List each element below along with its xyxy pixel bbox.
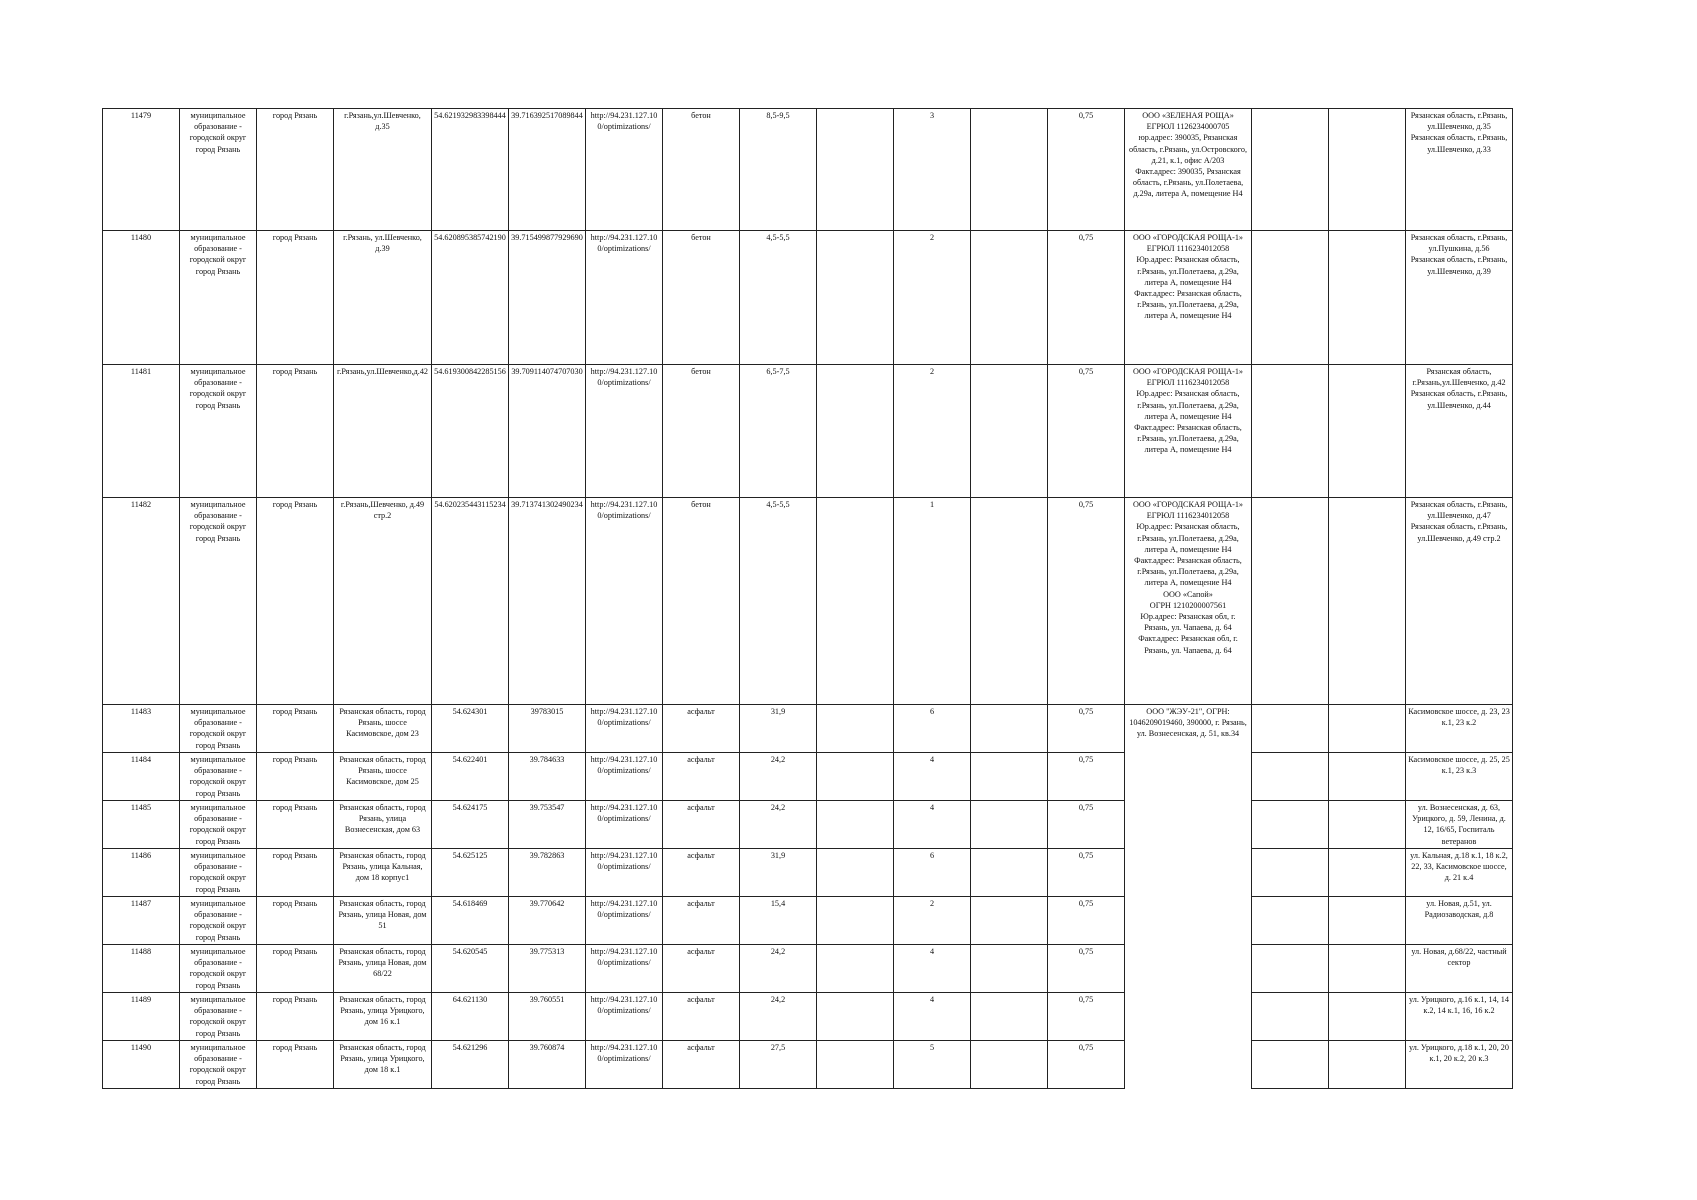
table-body <box>103 109 1513 1089</box>
served-objects-cell: ул. Кальная, д.18 к.1, 18 к.2, 22, 33, Касимовское шоссе, д. 21 к.4 <box>1406 849 1513 897</box>
latitude-cell: 54.625125 <box>432 849 509 897</box>
longitude-cell: 39.715499877929690 <box>509 231 586 365</box>
id-cell: 11482 <box>103 498 180 705</box>
table-row <box>103 231 1513 365</box>
empty-cell <box>1252 897 1329 945</box>
served-objects-cell: ул. Урицкого, д.16 к.1, 14, 14 к.2, 14 к.1, 16, 16 к.2 <box>1406 993 1513 1041</box>
table-row <box>103 801 1513 849</box>
latitude-cell: 54.620235443115234 <box>432 498 509 705</box>
address-cell: Рязанская область, город Рязань, улица Новая, дом 68/22 <box>334 945 432 993</box>
url-cell: http://94.231.127.100/optimizations/ <box>586 753 663 801</box>
empty-cell <box>817 498 894 705</box>
empty-cell <box>817 993 894 1041</box>
empty-cell <box>971 897 1048 945</box>
table-row <box>103 1041 1513 1089</box>
container-volume-cell: 0,75 <box>1048 231 1125 365</box>
longitude-cell: 39.709114074707030 <box>509 365 586 498</box>
empty-cell <box>971 231 1048 365</box>
municipality-cell: муниципальное образование - городской округ город Рязань <box>180 849 257 897</box>
container-volume-cell: 0,75 <box>1048 498 1125 705</box>
longitude-cell: 39.770642 <box>509 897 586 945</box>
empty-cell <box>817 365 894 498</box>
served-objects-cell: ул. Новая, д.51, ул. Радиозаводская, д.8 <box>1406 897 1513 945</box>
owner-cell: ООО «ГОРОДСКАЯ РОЩА-1» ЕГРЮЛ 1116234012058 Юр.адрес: Рязанская область, г.Рязань, ул.Полетаева, д.29а, литера А, помещение Н4 Факт.адрес: Рязанская область, г.Рязань, ул.Полетаева, д.29а, литера А, помещение Н4 <box>1125 365 1252 498</box>
id-cell: 11481 <box>103 365 180 498</box>
container-count-cell: 2 <box>894 231 971 365</box>
latitude-cell: 64.621130 <box>432 993 509 1041</box>
empty-cell <box>1252 365 1329 498</box>
city-cell: город Рязань <box>257 705 334 753</box>
municipality-cell: муниципальное образование - городской округ город Рязань <box>180 945 257 993</box>
address-cell: г.Рязань,Шевченко, д.49 стр.2 <box>334 498 432 705</box>
latitude-cell: 54.622401 <box>432 753 509 801</box>
latitude-cell: 54.624175 <box>432 801 509 849</box>
longitude-cell: 39.775313 <box>509 945 586 993</box>
area-cell: 31,9 <box>740 849 817 897</box>
address-cell: Рязанская область, город Рязань, улица Вознесенская, дом 63 <box>334 801 432 849</box>
surface-cell: асфальт <box>663 801 740 849</box>
city-cell: город Рязань <box>257 498 334 705</box>
municipality-cell: муниципальное образование - городской округ город Рязань <box>180 705 257 753</box>
empty-cell <box>1252 498 1329 705</box>
address-cell: Рязанская область, город Рязань, улица Урицкого, дом 16 к.1 <box>334 993 432 1041</box>
id-cell: 11487 <box>103 897 180 945</box>
served-objects-cell: Касимовское шоссе, д. 25, 25 к.1, 23 к.3 <box>1406 753 1513 801</box>
municipality-cell: муниципальное образование - городской округ город Рязань <box>180 231 257 365</box>
longitude-cell: 39.716392517089844 <box>509 109 586 231</box>
empty-cell <box>971 753 1048 801</box>
empty-cell <box>1252 109 1329 231</box>
container-count-cell: 6 <box>894 705 971 753</box>
served-objects-cell: ул. Новая, д.68/22, частный сектор <box>1406 945 1513 993</box>
id-cell: 11488 <box>103 945 180 993</box>
city-cell: город Рязань <box>257 993 334 1041</box>
owner-cell: ООО "ЖЭУ-21", ОГРН: 1046209019460, 390000, г. Рязань, ул. Вознесенская, д. 51, кв.34 <box>1125 705 1252 1089</box>
surface-cell: бетон <box>663 365 740 498</box>
empty-cell <box>817 801 894 849</box>
empty-cell <box>1252 993 1329 1041</box>
address-cell: Рязанская область, город Рязань, шоссе Касимовское, дом 23 <box>334 705 432 753</box>
served-objects-cell: Рязанская область, г.Рязань, ул.Шевченко, д.35 Рязанская область, г.Рязань, ул.Шевченко, д.33 <box>1406 109 1513 231</box>
area-cell: 15,4 <box>740 897 817 945</box>
address-cell: Рязанская область, город Рязань, шоссе Касимовское, дом 25 <box>334 753 432 801</box>
empty-cell <box>817 231 894 365</box>
empty-cell <box>1329 945 1406 993</box>
area-cell: 4,5-5,5 <box>740 498 817 705</box>
served-objects-cell: Касимовское шоссе, д. 23, 23 к.1, 23 к.2 <box>1406 705 1513 753</box>
container-count-cell: 4 <box>894 753 971 801</box>
empty-cell <box>971 849 1048 897</box>
container-count-cell: 3 <box>894 109 971 231</box>
empty-cell <box>971 1041 1048 1089</box>
container-count-cell: 2 <box>894 897 971 945</box>
url-cell: http://94.231.127.100/optimizations/ <box>586 1041 663 1089</box>
empty-cell <box>1329 231 1406 365</box>
empty-cell <box>1329 801 1406 849</box>
municipality-cell: муниципальное образование - городской округ город Рязань <box>180 801 257 849</box>
latitude-cell: 54.619300842285156 <box>432 365 509 498</box>
empty-cell <box>1252 1041 1329 1089</box>
id-cell: 11490 <box>103 1041 180 1089</box>
city-cell: город Рязань <box>257 945 334 993</box>
table-row <box>103 753 1513 801</box>
id-cell: 11479 <box>103 109 180 231</box>
latitude-cell: 54.621932983398444 <box>432 109 509 231</box>
area-cell: 24,2 <box>740 753 817 801</box>
empty-cell <box>1252 231 1329 365</box>
empty-cell <box>1329 897 1406 945</box>
municipality-cell: муниципальное образование - городской округ город Рязань <box>180 753 257 801</box>
municipality-cell: муниципальное образование - городской округ город Рязань <box>180 109 257 231</box>
empty-cell <box>1252 945 1329 993</box>
surface-cell: асфальт <box>663 1041 740 1089</box>
empty-cell <box>1252 849 1329 897</box>
area-cell: 24,2 <box>740 801 817 849</box>
latitude-cell: 54.620545 <box>432 945 509 993</box>
city-cell: город Рязань <box>257 1041 334 1089</box>
municipality-cell: муниципальное образование - городской округ город Рязань <box>180 498 257 705</box>
container-volume-cell: 0,75 <box>1048 365 1125 498</box>
longitude-cell: 39.784633 <box>509 753 586 801</box>
url-cell: http://94.231.127.100/optimizations/ <box>586 109 663 231</box>
id-cell: 11483 <box>103 705 180 753</box>
longitude-cell: 39.782863 <box>509 849 586 897</box>
longitude-cell: 39.753547 <box>509 801 586 849</box>
empty-cell <box>1329 365 1406 498</box>
empty-cell <box>971 705 1048 753</box>
served-objects-cell: Рязанская область, г.Рязань,ул.Шевченко, д.42 Рязанская область, г.Рязань, ул.Шевченко, д.44 <box>1406 365 1513 498</box>
latitude-cell: 54.621296 <box>432 1041 509 1089</box>
empty-cell <box>1252 753 1329 801</box>
id-cell: 11486 <box>103 849 180 897</box>
address-cell: Рязанская область, город Рязань, улица Новая, дом 51 <box>334 897 432 945</box>
container-volume-cell: 0,75 <box>1048 753 1125 801</box>
served-objects-cell: Рязанская область, г.Рязань, ул.Пушкина, д.56 Рязанская область, г.Рязань, ул.Шевченко, д.39 <box>1406 231 1513 365</box>
surface-cell: асфальт <box>663 705 740 753</box>
id-cell: 11484 <box>103 753 180 801</box>
longitude-cell: 39.760551 <box>509 993 586 1041</box>
longitude-cell: 39.713741302490234 <box>509 498 586 705</box>
address-cell: г.Рязань,ул.Шевченко,д.42 <box>334 365 432 498</box>
city-cell: город Рязань <box>257 801 334 849</box>
area-cell: 31,9 <box>740 705 817 753</box>
container-count-cell: 4 <box>894 993 971 1041</box>
id-cell: 11485 <box>103 801 180 849</box>
id-cell: 11489 <box>103 993 180 1041</box>
id-cell: 11480 <box>103 231 180 365</box>
area-cell: 4,5-5,5 <box>740 231 817 365</box>
latitude-cell: 54.624301 <box>432 705 509 753</box>
owner-cell: ООО «ЗЕЛЕНАЯ РОЩА» ЕГРЮЛ 1126234000705 юр.адрес: 390035, Рязанская область, г.Рязань, ул.Островского, д.21, к.1, офис А/203 Факт.адрес: 390035, Рязанская область, г.Рязань, ул.Полетаева, д.29а, литера А, помещение Н4 <box>1125 109 1252 231</box>
surface-cell: асфальт <box>663 849 740 897</box>
container-count-cell: 4 <box>894 801 971 849</box>
url-cell: http://94.231.127.100/optimizations/ <box>586 897 663 945</box>
surface-cell: бетон <box>663 498 740 705</box>
url-cell: http://94.231.127.100/optimizations/ <box>586 801 663 849</box>
address-cell: г.Рязань, ул.Шевченко, д.39 <box>334 231 432 365</box>
empty-cell <box>817 705 894 753</box>
empty-cell <box>817 1041 894 1089</box>
area-cell: 6,5-7,5 <box>740 365 817 498</box>
surface-cell: бетон <box>663 109 740 231</box>
table-row <box>103 365 1513 498</box>
url-cell: http://94.231.127.100/optimizations/ <box>586 498 663 705</box>
url-cell: http://94.231.127.100/optimizations/ <box>586 993 663 1041</box>
empty-cell <box>1329 498 1406 705</box>
city-cell: город Рязань <box>257 897 334 945</box>
area-cell: 24,2 <box>740 993 817 1041</box>
owner-cell: ООО «ГОРОДСКАЯ РОЩА-1» ЕГРЮЛ 1116234012058 Юр.адрес: Рязанская область, г.Рязань, ул.Полетаева, д.29а, литера А, помещение Н4 Факт.адрес: Рязанская область, г.Рязань, ул.Полетаева, д.29а, литера А, помещение Н4 ООО «Сапой» ОГРН 1210200007561 Юр.адрес: Рязанская обл, г. Рязань, ул. Чапаева, д. 64 Факт.адрес: Рязанская обл, г. Рязань, ул. Чапаева, д. 64 <box>1125 498 1252 705</box>
surface-cell: асфальт <box>663 945 740 993</box>
city-cell: город Рязань <box>257 753 334 801</box>
city-cell: город Рязань <box>257 231 334 365</box>
surface-cell: асфальт <box>663 753 740 801</box>
empty-cell <box>817 897 894 945</box>
url-cell: http://94.231.127.100/optimizations/ <box>586 231 663 365</box>
container-count-cell: 2 <box>894 365 971 498</box>
empty-cell <box>1329 109 1406 231</box>
container-count-cell: 1 <box>894 498 971 705</box>
served-objects-cell: ул. Урицкого, д.18 к.1, 20, 20 к.1, 20 к.2, 20 к.3 <box>1406 1041 1513 1089</box>
table-row <box>103 109 1513 231</box>
municipality-cell: муниципальное образование - городской округ город Рязань <box>180 897 257 945</box>
waste-sites-table <box>102 108 1513 1089</box>
surface-cell: асфальт <box>663 993 740 1041</box>
address-cell: Рязанская область, город Рязань, улица Урицкого, дом 18 к.1 <box>334 1041 432 1089</box>
empty-cell <box>971 498 1048 705</box>
url-cell: http://94.231.127.100/optimizations/ <box>586 705 663 753</box>
container-volume-cell: 0,75 <box>1048 1041 1125 1089</box>
container-volume-cell: 0,75 <box>1048 897 1125 945</box>
city-cell: город Рязань <box>257 849 334 897</box>
container-volume-cell: 0,75 <box>1048 705 1125 753</box>
latitude-cell: 54.618469 <box>432 897 509 945</box>
city-cell: город Рязань <box>257 109 334 231</box>
empty-cell <box>1329 705 1406 753</box>
empty-cell <box>1252 801 1329 849</box>
container-count-cell: 6 <box>894 849 971 897</box>
empty-cell <box>817 849 894 897</box>
empty-cell <box>971 993 1048 1041</box>
container-volume-cell: 0,75 <box>1048 945 1125 993</box>
surface-cell: асфальт <box>663 897 740 945</box>
empty-cell <box>1329 1041 1406 1089</box>
address-cell: Рязанская область, город Рязань, улица Кальная, дом 18 корпус1 <box>334 849 432 897</box>
url-cell: http://94.231.127.100/optimizations/ <box>586 849 663 897</box>
empty-cell <box>817 109 894 231</box>
owner-cell: ООО «ГОРОДСКАЯ РОЩА-1» ЕГРЮЛ 1116234012058 Юр.адрес: Рязанская область, г.Рязань, ул.Полетаева, д.29а, литера А, помещение Н4 Факт.адрес: Рязанская область, г.Рязань, ул.Полетаева, д.29а, литера А, помещение Н4 <box>1125 231 1252 365</box>
longitude-cell: 39.760874 <box>509 1041 586 1089</box>
container-count-cell: 4 <box>894 945 971 993</box>
empty-cell <box>817 753 894 801</box>
empty-cell <box>1329 753 1406 801</box>
url-cell: http://94.231.127.100/optimizations/ <box>586 945 663 993</box>
table-row <box>103 849 1513 897</box>
served-objects-cell: ул. Вознесенская, д. 63, Урицкого, д. 59, Ленина, д. 12, 16/65, Госпиталь ветеранов <box>1406 801 1513 849</box>
container-count-cell: 5 <box>894 1041 971 1089</box>
city-cell: город Рязань <box>257 365 334 498</box>
empty-cell <box>1329 849 1406 897</box>
empty-cell <box>971 801 1048 849</box>
longitude-cell: 39783015 <box>509 705 586 753</box>
area-cell: 24,2 <box>740 945 817 993</box>
container-volume-cell: 0,75 <box>1048 849 1125 897</box>
empty-cell <box>971 109 1048 231</box>
url-cell: http://94.231.127.100/optimizations/ <box>586 365 663 498</box>
empty-cell <box>1329 993 1406 1041</box>
empty-cell <box>971 365 1048 498</box>
empty-cell <box>971 945 1048 993</box>
municipality-cell: муниципальное образование - городской округ город Рязань <box>180 993 257 1041</box>
area-cell: 8,5-9,5 <box>740 109 817 231</box>
table-row <box>103 945 1513 993</box>
address-cell: г.Рязань,ул.Шевченко, д.35 <box>334 109 432 231</box>
container-volume-cell: 0,75 <box>1048 993 1125 1041</box>
table-row <box>103 993 1513 1041</box>
surface-cell: бетон <box>663 231 740 365</box>
table-row <box>103 897 1513 945</box>
empty-cell <box>1252 705 1329 753</box>
municipality-cell: муниципальное образование - городской округ город Рязань <box>180 1041 257 1089</box>
container-volume-cell: 0,75 <box>1048 109 1125 231</box>
municipality-cell: муниципальное образование - городской округ город Рязань <box>180 365 257 498</box>
served-objects-cell: Рязанская область, г.Рязань, ул.Шевченко, д.47 Рязанская область, г.Рязань, ул.Шевченко, д.49 стр.2 <box>1406 498 1513 705</box>
table-row <box>103 705 1513 753</box>
table-row <box>103 498 1513 705</box>
latitude-cell: 54.620895385742190 <box>432 231 509 365</box>
empty-cell <box>817 945 894 993</box>
area-cell: 27,5 <box>740 1041 817 1089</box>
container-volume-cell: 0,75 <box>1048 801 1125 849</box>
